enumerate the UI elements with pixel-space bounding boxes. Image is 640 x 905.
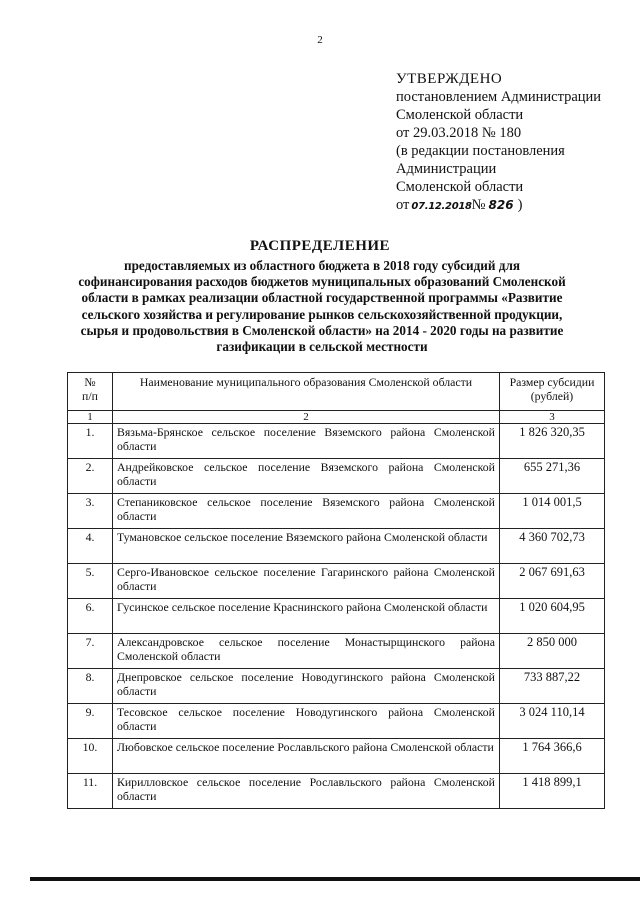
row-number: 5. bbox=[68, 564, 113, 599]
table-row bbox=[68, 669, 605, 704]
row-municipality: Гусинское сельское поселение Краснинского района Смоленской области bbox=[113, 599, 500, 634]
approval-line: Смоленской области bbox=[396, 107, 524, 123]
amendment-line bbox=[396, 196, 601, 216]
row-number: 2. bbox=[68, 459, 113, 494]
row-municipality: Вязьма-Брянское сельское поселение Вяземского района Смоленской области bbox=[113, 424, 500, 459]
table-row bbox=[68, 739, 605, 774]
table-header-row bbox=[68, 373, 605, 411]
row-amount: 1 418 899,1 bbox=[500, 774, 605, 809]
row-number: 3. bbox=[68, 494, 113, 529]
page-number: 2 bbox=[317, 34, 323, 46]
table-row bbox=[68, 494, 605, 529]
row-municipality: Любовское сельское поселение Рославльского района Смоленской области bbox=[113, 739, 500, 774]
row-number: 11. bbox=[68, 774, 113, 809]
table-row bbox=[68, 599, 605, 634]
amendment-number-sign: № bbox=[471, 197, 486, 213]
row-amount: 1 020 604,95 bbox=[500, 599, 605, 634]
approval-line: Администрации bbox=[396, 161, 497, 177]
row-number: 9. bbox=[68, 704, 113, 739]
document-subtitle: предоставляемых из областного бюджета в 2018 году субсидий для софинансирования расходов бюджетов муниципальных образований Смоленской области в рамках реализации областной государственной программы «Развитие сельского хозяйства и регулирование рынков сельскохозяйственной продукции, сырья и продовольствия в Смоленской области» на 2014 - 2020 годы на развитие газификации в сельской местности bbox=[78, 258, 566, 355]
column-number-row bbox=[68, 411, 605, 424]
row-municipality: Тесовское сельское поселение Новодугинского района Смоленской области bbox=[113, 704, 500, 739]
document-title: РАСПРЕДЕЛЕНИЕ bbox=[249, 238, 391, 254]
column-number: 1 bbox=[68, 411, 113, 424]
closing-paren: ) bbox=[517, 197, 523, 213]
approval-block bbox=[396, 70, 601, 216]
row-municipality: Александровское сельское поселение Монастырщинского района Смоленской области bbox=[113, 634, 500, 669]
table-row bbox=[68, 424, 605, 459]
table-row bbox=[68, 459, 605, 494]
table-row bbox=[68, 774, 605, 809]
row-amount: 3 024 110,14 bbox=[500, 704, 605, 739]
approval-heading: УТВЕРЖДЕНО bbox=[396, 71, 503, 87]
handwritten-number: 826 bbox=[488, 198, 514, 212]
column-number: 3 bbox=[500, 411, 605, 424]
row-number: 8. bbox=[68, 669, 113, 704]
column-number: 2 bbox=[113, 411, 500, 424]
approval-line: постановлением Администрации bbox=[396, 89, 602, 105]
row-amount: 1 826 320,35 bbox=[500, 424, 605, 459]
row-municipality: Тумановское сельское поселение Вяземского района Смоленской области bbox=[113, 529, 500, 564]
approval-line: Смоленской области bbox=[396, 179, 524, 195]
row-amount: 1 014 001,5 bbox=[500, 494, 605, 529]
row-municipality: Андрейковское сельское поселение Вяземского района Смоленской области bbox=[113, 459, 500, 494]
header-amount: Размер субсидии (рублей) bbox=[500, 373, 605, 411]
subsidy-table bbox=[67, 372, 605, 809]
row-number: 7. bbox=[68, 634, 113, 669]
row-amount: 2 850 000 bbox=[500, 634, 605, 669]
header-municipality: Наименование муниципального образования Смоленской области bbox=[113, 373, 500, 411]
row-municipality: Степаниковское сельское поселение Вяземского района Смоленской области bbox=[113, 494, 500, 529]
table-row bbox=[68, 704, 605, 739]
row-number: 6. bbox=[68, 599, 113, 634]
row-municipality: Кирилловское сельское поселение Рославльского района Смоленской области bbox=[113, 774, 500, 809]
bottom-rule bbox=[30, 877, 640, 881]
header-number: № п/п bbox=[68, 373, 113, 411]
table-row bbox=[68, 529, 605, 564]
approval-date-line: от 29.03.2018 № 180 bbox=[396, 125, 522, 141]
row-municipality: Днепровское сельское поселение Новодугинского района Смоленской области bbox=[113, 669, 500, 704]
approval-line: (в редакции постановления bbox=[396, 143, 565, 159]
row-municipality: Серго-Ивановское сельское поселение Гагаринского района Смоленской области bbox=[113, 564, 500, 599]
table-row bbox=[68, 564, 605, 599]
row-amount: 1 764 366,6 bbox=[500, 739, 605, 774]
row-number: 1. bbox=[68, 424, 113, 459]
row-amount: 4 360 702,73 bbox=[500, 529, 605, 564]
handwritten-date: 07.12.2018 bbox=[411, 201, 472, 212]
row-number: 4. bbox=[68, 529, 113, 564]
row-amount: 655 271,36 bbox=[500, 459, 605, 494]
row-number: 10. bbox=[68, 739, 113, 774]
row-amount: 2 067 691,63 bbox=[500, 564, 605, 599]
amendment-prefix: от bbox=[396, 197, 410, 213]
table-row bbox=[68, 634, 605, 669]
row-amount: 733 887,22 bbox=[500, 669, 605, 704]
